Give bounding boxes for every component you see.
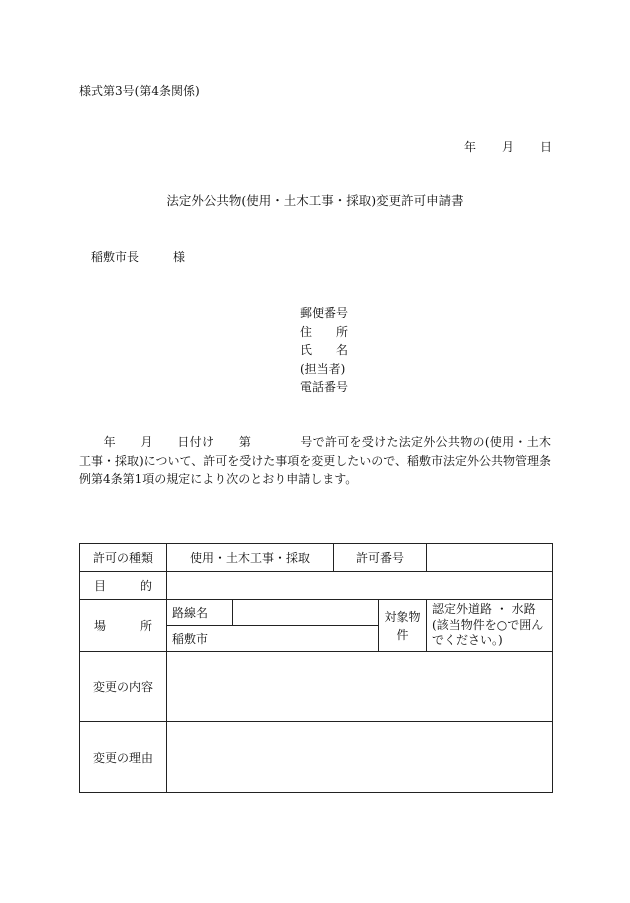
purpose-field[interactable] (167, 572, 553, 600)
document-title: 法定外公共物(使用・土木工事・採取)変更許可申請書 (166, 193, 464, 208)
city-name: 稲敷市 (172, 631, 209, 646)
permit-type-label: 許可の種類 (80, 544, 167, 572)
table-row (80, 652, 553, 722)
addressee-name: 稲敷市長 (91, 250, 140, 264)
route-name-field[interactable] (233, 600, 379, 625)
application-statement: 年 月 日付け 第 号で許可を受けた法定外公共物の(使用・土木工事・採取)について、許可を受けた事項を変更したいので、稲敷市法定外公共物管理条例第4条第1項の規定により次のとおり申請します。 (79, 435, 551, 486)
change-reason-field[interactable] (167, 722, 553, 793)
table-row (80, 572, 553, 600)
table-row (80, 544, 553, 572)
contact-person-label: (担当者) (300, 361, 346, 376)
date-line (464, 138, 552, 155)
table-row (80, 722, 553, 793)
applicant-block (300, 304, 348, 397)
date-year: 年 (464, 140, 477, 154)
permit-type-value: 使用・土木工事・採取 (167, 544, 334, 572)
form-number-label: 様式第3号(第4条関係) (79, 84, 200, 98)
purpose-label: 目 的 (80, 572, 167, 600)
date-day: 日 (540, 140, 553, 154)
change-content-field[interactable] (167, 652, 553, 722)
postal-code-label: 郵便番号 (300, 306, 349, 320)
name-label: 氏 名 (300, 343, 349, 357)
location-label: 場 所 (80, 600, 167, 652)
target-object-label: 対象物件 (379, 600, 427, 652)
addressee-honorific: 様 (173, 250, 186, 264)
permit-number-field[interactable] (427, 544, 553, 572)
change-reason-label: 変更の理由 (80, 722, 167, 793)
target-object-note[interactable]: 認定外道路 ・ 水路(該当物件を○で囲んでください。) (427, 600, 553, 652)
permit-number-label: 許可番号 (334, 544, 427, 572)
addressee (91, 248, 185, 265)
location-field (167, 600, 379, 652)
change-content-label: 変更の内容 (80, 652, 167, 722)
phone-label: 電話番号 (300, 380, 349, 394)
table-row (80, 600, 553, 652)
route-name-label: 路線名 (167, 600, 233, 625)
date-month: 月 (502, 140, 515, 154)
application-form-table (79, 543, 553, 793)
address-label: 住 所 (300, 324, 349, 339)
